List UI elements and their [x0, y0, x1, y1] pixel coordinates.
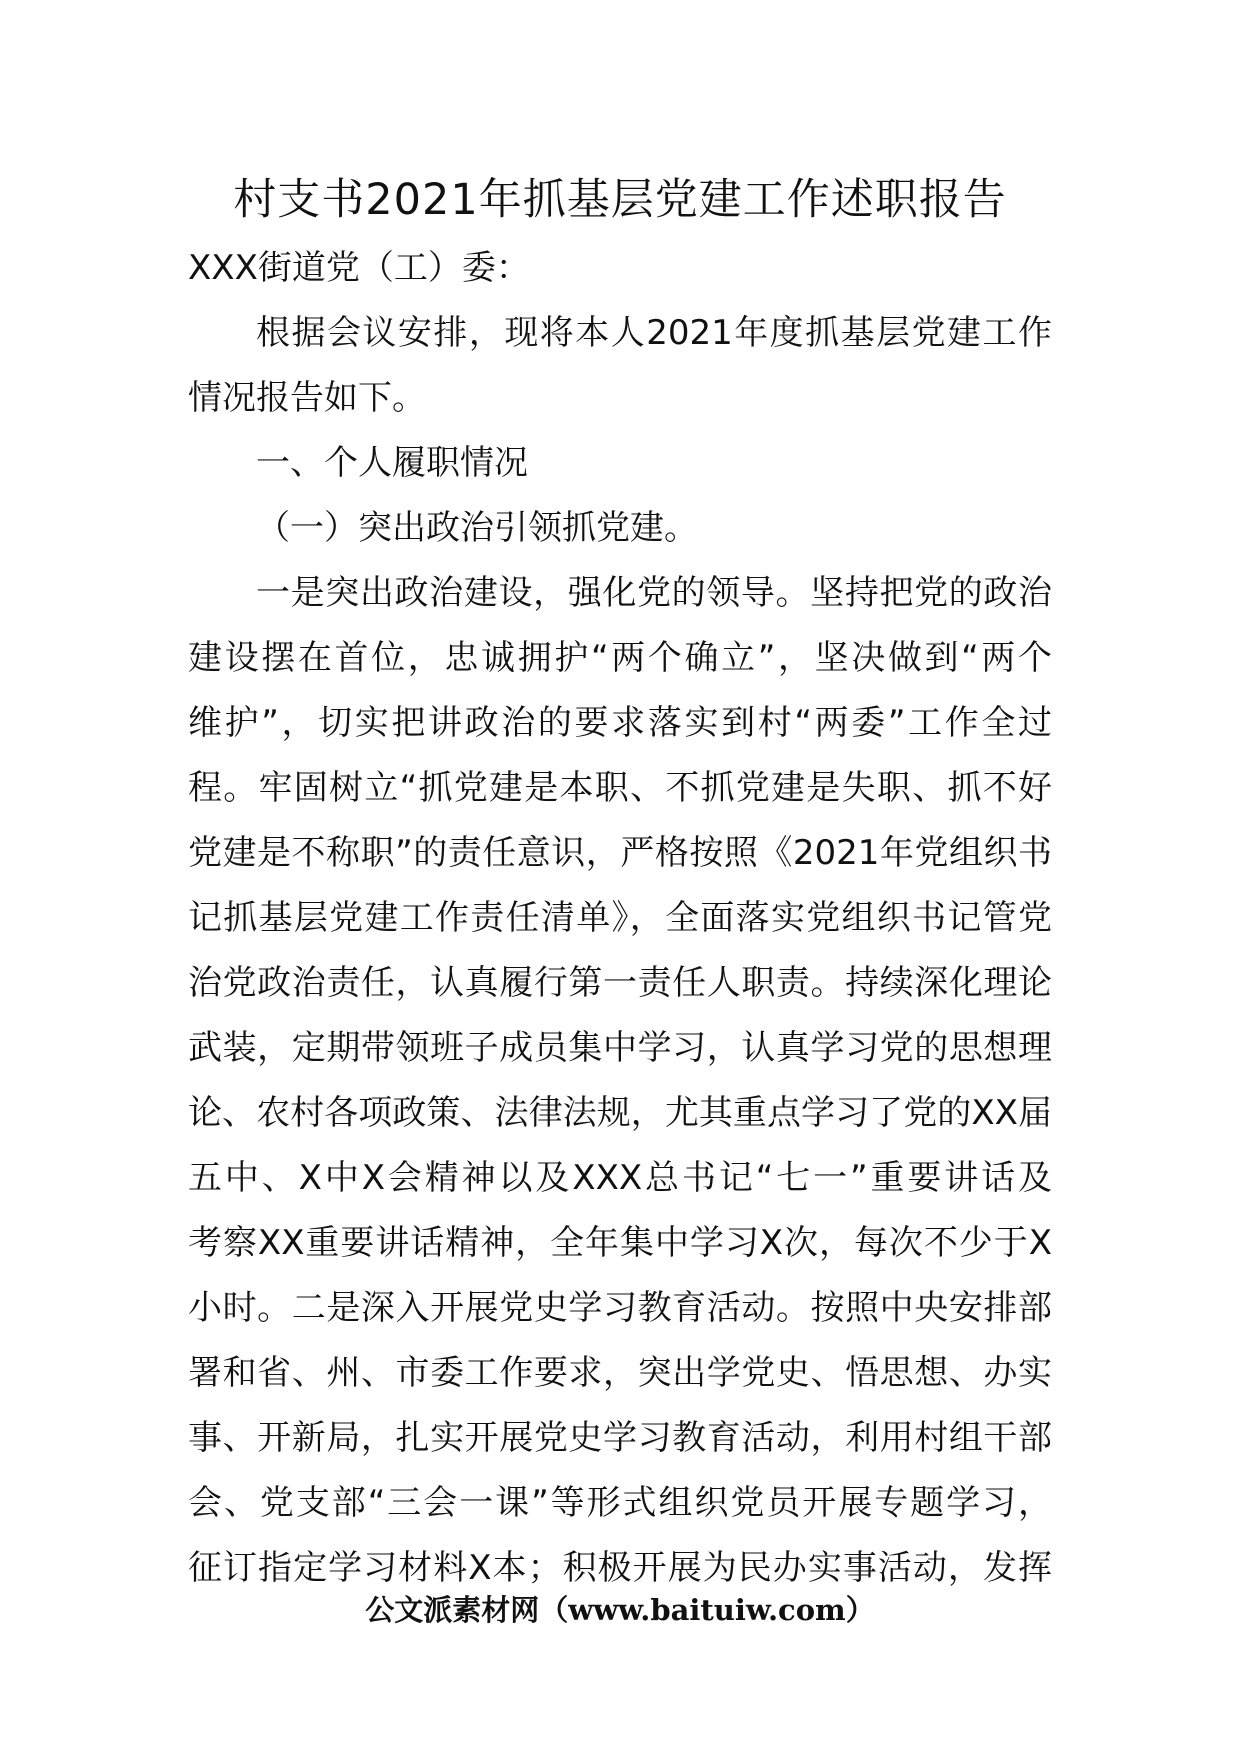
body-line: 事、开新局，扎实开展党史学习教育活动，利用村组干部 — [188, 1418, 1052, 1458]
intro-paragraph: 根据会议安排，现将本人2021年度抓基层党建工作情况报告如下。 — [188, 313, 1052, 418]
body-line: 会、党支部“三会一课”等形式组织党员开展专题学习， — [188, 1483, 1052, 1523]
body-line: 维护”，切实把讲政治的要求落实到村“两委”工作全过 — [188, 703, 1052, 743]
body-line: 署和省、州、市委工作要求，突出学党史、悟思想、办实 — [188, 1353, 1052, 1393]
source-watermark: 公文派素材网（www.baituiw.com） — [365, 1593, 875, 1627]
body-line: 小时。二是深入开展党史学习教育活动。按照中央安排部 — [188, 1288, 1052, 1328]
body-line: 一是突出政治建设，强化党的领导。坚持把党的政治 — [256, 573, 1052, 613]
body-paragraph — [188, 561, 1052, 1601]
document-body — [188, 236, 1052, 1601]
body-line: 武装，定期带领班子成员集中学习，认真学习党的思想理 — [188, 1028, 1052, 1068]
body-line: 程。牢固树立“抓党建是本职、不抓党建是失职、抓不好 — [188, 768, 1052, 808]
body-line: 论、农村各项政策、法律法规，尤其重点学习了党的XX届 — [188, 1093, 1052, 1133]
document-title: 村支书2021年抓基层党建工作述职报告 — [233, 175, 1007, 225]
body-line: 记抓基层党建工作责任清单》，全面落实党组织书记管党 — [188, 898, 1052, 938]
body-line: 五中、X中X会精神以及XXX总书记“七一”重要讲话及 — [188, 1158, 1052, 1198]
body-line: 征订指定学习材料X本；积极开展为民办实事活动，发挥 — [188, 1548, 1052, 1588]
body-line: 党建是不称职”的责任意识，严格按照《2021年党组织书 — [188, 833, 1052, 873]
body-line: 建设摆在首位，忠诚拥护“两个确立”，坚决做到“两个 — [188, 638, 1052, 678]
salutation: XXX街道党（工）委： — [188, 248, 530, 288]
subsection-heading: （一）突出政治引领抓党建。 — [256, 508, 698, 548]
body-line: 考察XX重要讲话精神，全年集中学习X次，每次不少于X — [188, 1223, 1052, 1263]
section-heading: 一、个人履职情况 — [256, 443, 528, 483]
body-line: 治党政治责任，认真履行第一责任人职责。持续深化理论 — [188, 963, 1052, 1003]
